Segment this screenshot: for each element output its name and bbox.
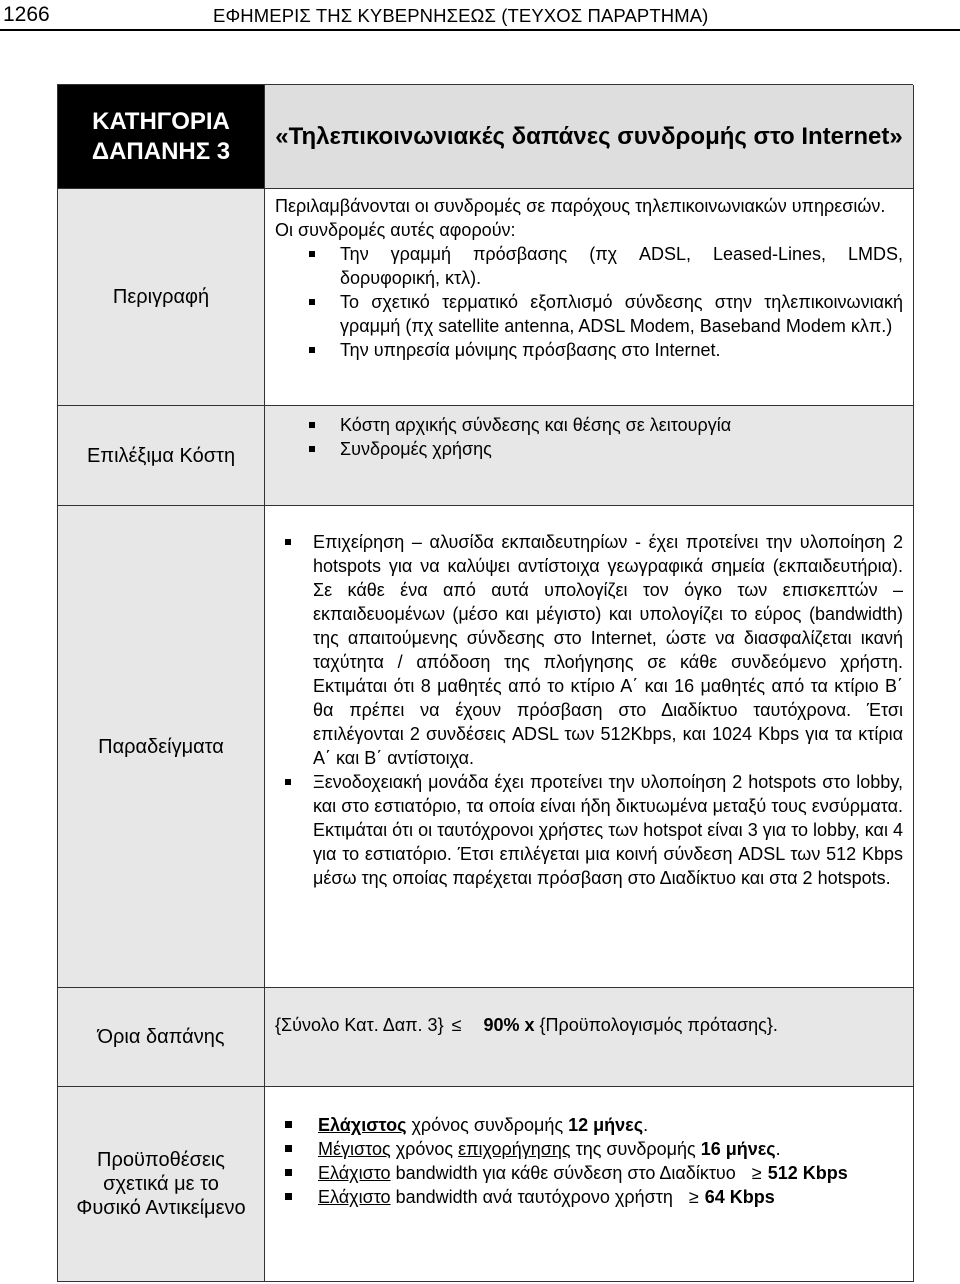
condition-term: Ελάχιστος	[318, 1115, 407, 1135]
condition-text: bandwidth ανά ταυτόχρονο χρήστη	[395, 1187, 673, 1207]
conditions-label-cell	[58, 1087, 265, 1282]
list-item-text: Το σχετικό τερματικό εξοπλισμό σύνδεσης στην τηλεπικοινωνιακή γραμμή (πχ satellite antenna, ADSL Modem, Baseband Modem κλπ.)	[340, 292, 903, 336]
condition-value: 16 μήνες	[700, 1139, 776, 1159]
condition-value: 12 μήνες	[568, 1115, 644, 1135]
examples-content-cell	[265, 506, 914, 988]
examples-label: Παραδείγματα	[98, 735, 224, 758]
list-item	[275, 413, 903, 437]
list-item-text: Την γραμμή πρόσβασης (πχ ADSL, Leased-Lines, LMDS, δορυφορική, κτλ).	[340, 244, 903, 288]
list-item-text: Επιχείρηση – αλυσίδα εκπαιδευτηρίων - έχει προτείνει την υλοποίηση 2 hotspots για να καλύψει αντίστοιχα γεωγραφικά σημεία (εκπαιδευτήρια). Σε κάθε ένα από αυτά υπολογίζει τον όγκο των επισκεπτών – εκπαιδευομένων (μέσο και μέγιστο) και υπολογίζει το εύρος (bandwidth) της απαιτούμενης σύνδεσης στο Internet, ώστε να διασφαλίζεται ικανή ταχύτητα / απόδοση της πλοήγησης σε κάθε συνδεόμενο χρήστη. Εκτιμάται ότι 8 μαθητές από το κτίριο Α΄ και 16 μαθητές από τα κτίριο Β΄ θα πρέπει να έχουν πρόσβαση στο Διαδίκτυο ταυτόχρονα. Έτσι επιλέγονται 2 συνδέσεις ADSL των 512Kbps, και 1024 Kbps για τα κτίρια Α΄ και Β΄ αντίστοιχα.	[313, 532, 903, 768]
list-item	[275, 1161, 903, 1185]
square-bullet-icon	[309, 347, 315, 353]
examples-label-cell	[58, 506, 265, 988]
limits-content-cell	[265, 988, 914, 1087]
eligible-costs-label-cell	[58, 406, 265, 506]
list-item	[275, 1185, 903, 1209]
list-item-text: Την υπηρεσία μόνιμης πρόσβασης στο Internet.	[340, 340, 721, 360]
list-item-text: Συνδρομές χρήσης	[340, 439, 492, 459]
list-item	[275, 770, 903, 890]
list-item-text: Ξενοδοχειακή μονάδα έχει προτείνει την υλοποίηση 2 hotspots στο lobby, και στο εστιατόριο, τα οποία είναι ήδη δικτυωμένα μεταξύ τους ενσύρματα. Εκτιμάται ότι οι ταυτόχρονοι χρήστες των hotspot είναι 3 για το lobby, και 4 για το εστιατόριο. Έτσι επιλέγεται μια κοινή σύνδεση ADSL των 512 Kbps μέσω της οποίας παρέχεται πρόσβαση στο Διαδίκτυο και στα 2 hotspots.	[313, 772, 903, 888]
list-item	[275, 530, 903, 770]
list-item	[275, 290, 903, 338]
conditions-content-cell	[265, 1087, 914, 1282]
gazette-title: ΕΦΗΜΕΡΙΣ ΤΗΣ ΚΥΒΕΡΝΗΣΕΩΣ (ΤΕΥΧΟΣ ΠΑΡΑΡΤΗΜΑ)	[213, 5, 709, 26]
square-bullet-icon	[285, 1121, 292, 1128]
category-label-cell	[58, 85, 265, 189]
category-title-cell	[265, 85, 914, 189]
list-item	[275, 437, 903, 461]
square-bullet-icon	[285, 779, 291, 785]
condition-text: χρόνος συνδρομής	[411, 1115, 564, 1135]
condition-text-2: της συνδρομής	[575, 1139, 696, 1159]
condition-term: Μέγιστος	[318, 1139, 391, 1159]
list-item	[275, 338, 903, 362]
square-bullet-icon	[285, 1193, 292, 1200]
condition-end: .	[643, 1115, 649, 1135]
limits-value: 90% x	[483, 1015, 535, 1035]
conditions-list	[275, 1113, 903, 1209]
condition-term: Ελάχιστο	[318, 1187, 391, 1207]
greater-or-equal-icon: ≥	[751, 1163, 762, 1183]
square-bullet-icon	[309, 422, 315, 428]
eligible-costs-list	[275, 413, 903, 461]
condition-end: .	[775, 1139, 781, 1159]
description-label-cell	[58, 189, 265, 406]
less-or-equal-icon: ≤	[451, 1015, 462, 1035]
condition-term: Ελάχιστο	[318, 1163, 391, 1183]
list-item	[275, 1137, 903, 1161]
condition-text: χρόνος	[395, 1139, 454, 1159]
limits-prefix: {Σύνολο Κατ. Δαπ. 3}	[275, 1015, 444, 1035]
greater-or-equal-icon: ≥	[688, 1187, 699, 1207]
condition-value: 64 Kbps	[704, 1187, 775, 1207]
condition-term-2: επιχορήγησης	[458, 1139, 571, 1159]
category-title: «Τηλεπικοινωνιακές δαπάνες συνδρομής στο Internet»	[275, 122, 903, 150]
condition-text: bandwidth για κάθε σύνδεση στο Διαδίκτυο	[395, 1163, 736, 1183]
list-item	[275, 242, 903, 290]
square-bullet-icon	[309, 251, 315, 257]
condition-value: 512 Kbps	[767, 1163, 848, 1183]
examples-list	[275, 530, 903, 890]
running-header	[0, 0, 960, 31]
description-label: Περιγραφή	[112, 286, 210, 308]
square-bullet-icon	[285, 539, 291, 545]
description-intro: Περιλαμβάνονται οι συνδρομές σε παρόχους τηλεπικοινωνιακών υπηρεσιών. Οι συνδρομές αυτές αφορούν:	[275, 196, 886, 240]
square-bullet-icon	[285, 1169, 292, 1176]
conditions-label: Προϋποθέσεις σχετικά με το Φυσικό Αντικείμενο	[76, 1149, 246, 1219]
eligible-costs-content-cell	[265, 406, 914, 506]
list-item-text: Κόστη αρχικής σύνδεσης και θέσης σε λειτουργία	[340, 415, 732, 435]
category-table	[57, 84, 913, 1282]
eligible-costs-label: Επιλέξιμα Κόστη	[86, 444, 236, 467]
square-bullet-icon	[309, 446, 315, 452]
square-bullet-icon	[285, 1145, 292, 1152]
description-list	[275, 242, 903, 362]
limits-suffix: {Προϋπολογισμός πρότασης}.	[539, 1015, 778, 1035]
category-label: ΚΑΤΗΓΟΡΙΑ ΔΑΠΑΝΗΣ 3	[91, 107, 231, 165]
square-bullet-icon	[309, 299, 315, 305]
limits-label: Όρια δαπάνης	[97, 1026, 225, 1048]
description-content-cell	[265, 189, 914, 406]
page-number: 1266	[3, 3, 50, 26]
list-item	[275, 1113, 903, 1137]
limits-label-cell	[58, 988, 265, 1087]
